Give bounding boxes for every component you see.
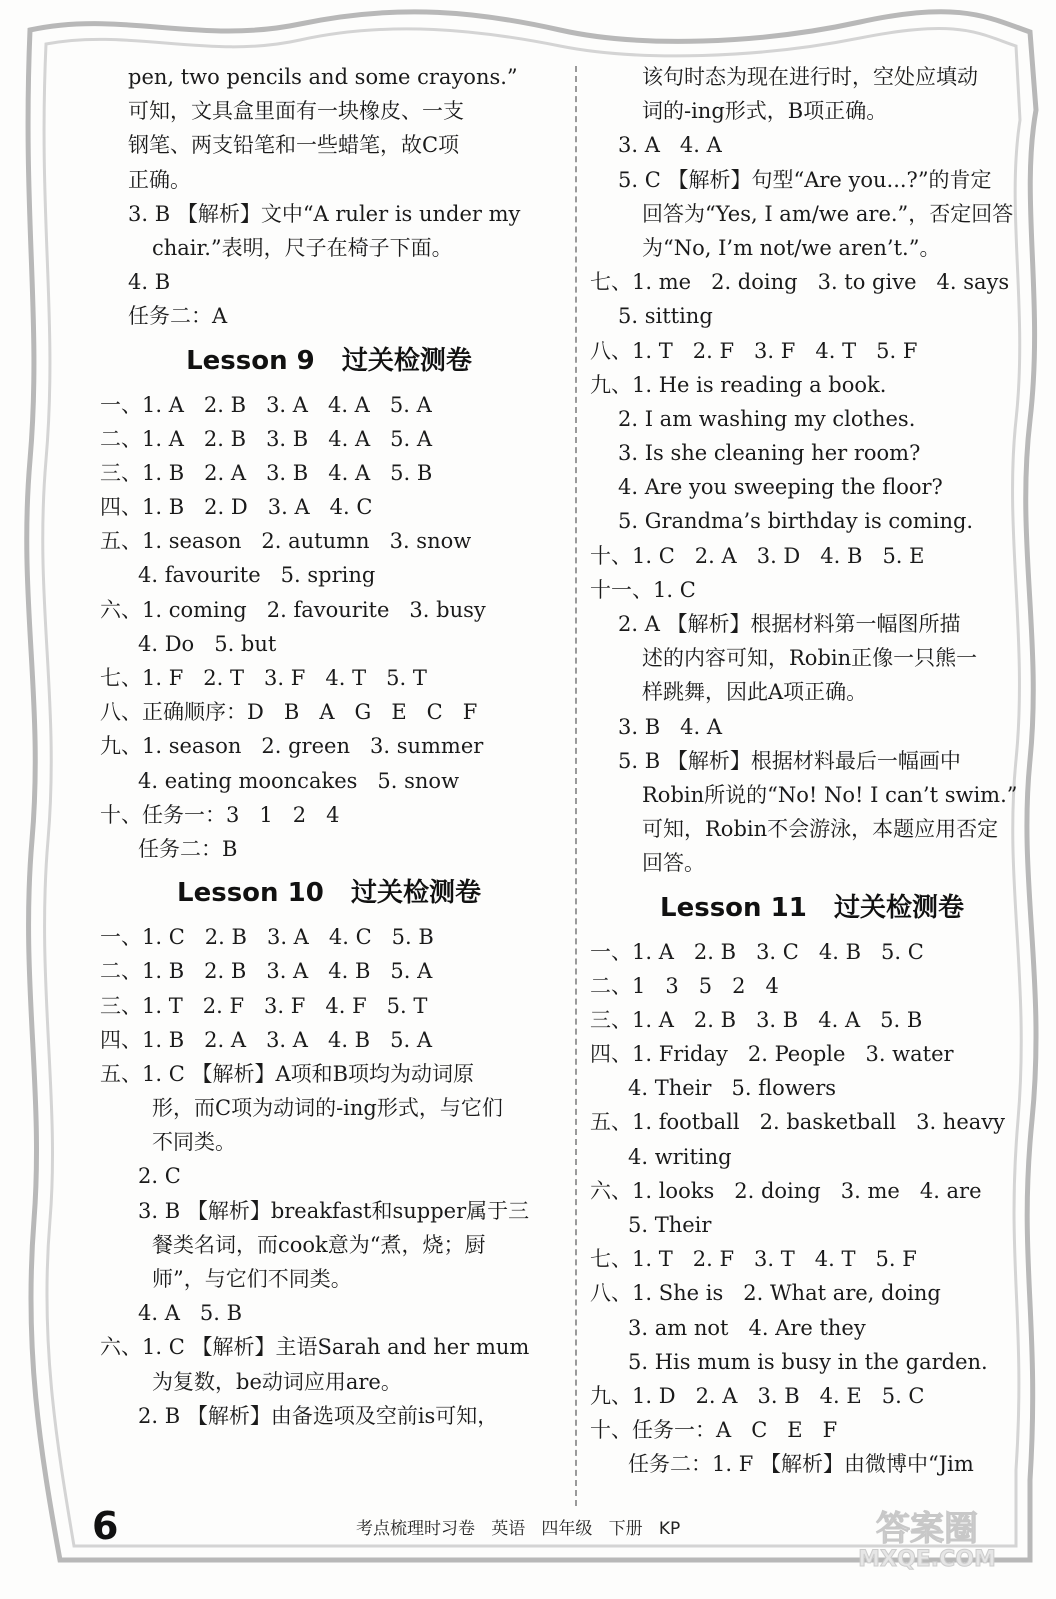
answer-line: 2. B 【解析】由备选项及空前is可知， — [138, 1403, 499, 1428]
column-divider — [575, 66, 577, 1506]
answer-line: 5. Grandma’s birthday is coming. — [618, 509, 974, 534]
answer-line: 3. B 4. A — [618, 714, 723, 739]
answer-line: 4. favourite 5. spring — [138, 563, 376, 588]
answer-line: 4. Their 5. flowers — [628, 1076, 837, 1101]
left-column — [100, 60, 558, 1433]
answer-line: 正确。 — [128, 167, 191, 192]
answer-line: 3. am not 4. Are they — [628, 1315, 866, 1340]
answer-line: 一、1. A 2. B 3. C 4. B 5. C — [590, 939, 924, 964]
answer-line: 4. writing — [628, 1144, 732, 1169]
answer-line: 八、1. She is 2. What are, doing — [590, 1281, 941, 1306]
answer-line: 三、1. A 2. B 3. B 4. A 5. B — [590, 1007, 923, 1032]
section-heading: Lesson 9 过关检测卷 — [186, 345, 472, 376]
answer-line: 八、1. T 2. F 3. F 4. T 5. F — [590, 338, 918, 363]
answer-line: 十、1. C 2. A 3. D 4. B 5. E — [590, 543, 925, 568]
section-heading: Lesson 11 过关检测卷 — [660, 892, 964, 923]
answer-line: 4. B — [128, 270, 171, 295]
answer-line: 三、1. T 2. F 3. F 4. F 5. T — [100, 993, 428, 1018]
page-number: 6 — [92, 1504, 119, 1548]
answer-line: 九、1. He is reading a book. — [590, 372, 887, 397]
answer-line: 5. B 【解析】根据材料最后一幅画中 — [618, 748, 961, 773]
answer-line: 可知，文具盒里面有一块橡皮、一支 — [128, 99, 464, 124]
book-info: 考点梳理时习卷 英语 四年级 下册 KP — [356, 1519, 681, 1539]
answer-line: 二、1. A 2. B 3. B 4. A 5. A — [100, 426, 433, 451]
answer-line: 十一、1. C — [590, 577, 696, 602]
right-column — [590, 60, 1034, 1482]
answer-line: 可知，Robin不会游泳，本题应用否定 — [642, 817, 999, 842]
answer-line: 2. I am washing my clothes. — [618, 406, 916, 431]
answer-line: 餐类名词，而cook意为“煮，烧；厨 — [152, 1232, 486, 1257]
answer-line: 4. A 5. B — [138, 1301, 243, 1326]
answer-line: chair.”表明，尺子在椅子下面。 — [152, 235, 453, 260]
answer-line: 4. eating mooncakes 5. snow — [138, 768, 460, 793]
section-heading: Lesson 10 过关检测卷 — [177, 878, 481, 909]
answer-line: 4. Are you sweeping the floor? — [618, 475, 943, 500]
answer-line: 2. C — [138, 1164, 181, 1189]
answer-line: 七、1. T 2. F 3. T 4. T 5. F — [590, 1247, 917, 1272]
answer-line: 六、1. coming 2. favourite 3. busy — [100, 597, 486, 622]
answer-line: 为复数，be动词应用are。 — [152, 1369, 402, 1394]
answer-line: 一、1. A 2. B 3. A 4. A 5. A — [100, 392, 432, 417]
answer-line: 5. C 【解析】句型“Are you...?”的肯定 — [618, 167, 992, 192]
answer-line: 任务二：A — [128, 304, 228, 329]
answer-line: 十、任务一：A C E F — [590, 1418, 838, 1443]
answer-line: 回答为“Yes, I am/we are.”，否定回答 — [642, 201, 1014, 226]
answer-line: 不同类。 — [152, 1130, 236, 1155]
answer-line: 样跳舞，因此A项正确。 — [642, 680, 868, 705]
answer-line: 2. A 【解析】根据材料第一幅图所描 — [618, 612, 961, 636]
answer-line: 5. Their — [628, 1213, 712, 1237]
answer-line: 5. sitting — [618, 304, 713, 329]
answer-line: 3. Is she cleaning her room? — [618, 441, 921, 466]
answer-line: 钢笔、两支铅笔和一些蜡笔，故C项 — [128, 133, 460, 158]
answer-line: 四、1. Friday 2. People 3. water — [590, 1042, 954, 1067]
answer-line: 十、任务一：3 1 2 4 — [100, 802, 340, 827]
answer-line: 4. Do 5. but — [138, 631, 277, 656]
answer-line: 任务二：B — [138, 836, 238, 861]
answer-line: 九、1. D 2. A 3. B 4. E 5. C — [590, 1383, 925, 1408]
answer-line: 七、1. me 2. doing 3. to give 4. says — [590, 270, 1010, 295]
answer-line: 二、1. B 2. B 3. A 4. B 5. A — [100, 959, 433, 984]
answer-line: 五、1. C 【解析】A项和B项均为动词原 — [100, 1061, 475, 1086]
answer-line: 形，而C项为动词的-ing形式，与它们 — [152, 1096, 503, 1121]
answer-line: 3. B 【解析】breakfast和supper属于三 — [138, 1198, 530, 1223]
answer-line: 该句时态为现在进行时，空处应填动 — [642, 65, 978, 89]
answer-line: 师”，与它们不同类。 — [152, 1267, 352, 1291]
answer-line: 为“No, I’m not/we aren’t.”。 — [642, 235, 941, 260]
answer-line: 述的内容可知，Robin正像一只熊一 — [642, 646, 978, 671]
answer-line: 3. A 4. A — [618, 133, 722, 158]
answer-line: 五、1. season 2. autumn 3. snow — [100, 529, 472, 554]
watermark-logo — [820, 1502, 1034, 1572]
answer-line: pen, two pencils and some crayons.” — [128, 65, 518, 89]
answer-line: 四、1. B 2. A 3. A 4. B 5. A — [100, 1027, 433, 1052]
watermark-title: 答案圈 — [876, 1509, 978, 1549]
answer-line: 六、1. C 【解析】主语Sarah and her mum — [100, 1335, 530, 1360]
answer-line: 一、1. C 2. B 3. A 4. C 5. B — [100, 925, 434, 950]
answer-line: 回答。 — [642, 851, 705, 876]
watermark-url: MXQE.COM — [858, 1547, 996, 1572]
answer-line: 七、1. F 2. T 3. F 4. T 5. T — [100, 666, 427, 690]
answer-line: 3. B 【解析】文中“A ruler is under my — [128, 201, 521, 226]
answer-line: 四、1. B 2. D 3. A 4. C — [100, 495, 373, 520]
answer-line: 二、1 3 5 2 4 — [590, 973, 779, 998]
answer-line: 九、1. season 2. green 3. summer — [100, 734, 484, 759]
answer-line: 三、1. B 2. A 3. B 4. A 5. B — [100, 460, 433, 485]
answer-line: 八、正确顺序：D B A G E C F — [100, 700, 478, 725]
answer-line: 词的-ing形式，B项正确。 — [642, 99, 888, 124]
answer-line: 六、1. looks 2. doing 3. me 4. are — [590, 1178, 982, 1203]
answer-line: 任务二：1. F 【解析】由微博中“Jim — [628, 1452, 974, 1477]
page-footer — [0, 1500, 1056, 1572]
answer-line: Robin所说的“No! No! I can’t swim.” — [642, 782, 1018, 807]
answer-line: 5. His mum is busy in the garden. — [628, 1349, 988, 1374]
answer-line: 五、1. football 2. basketball 3. heavy — [590, 1110, 1006, 1135]
